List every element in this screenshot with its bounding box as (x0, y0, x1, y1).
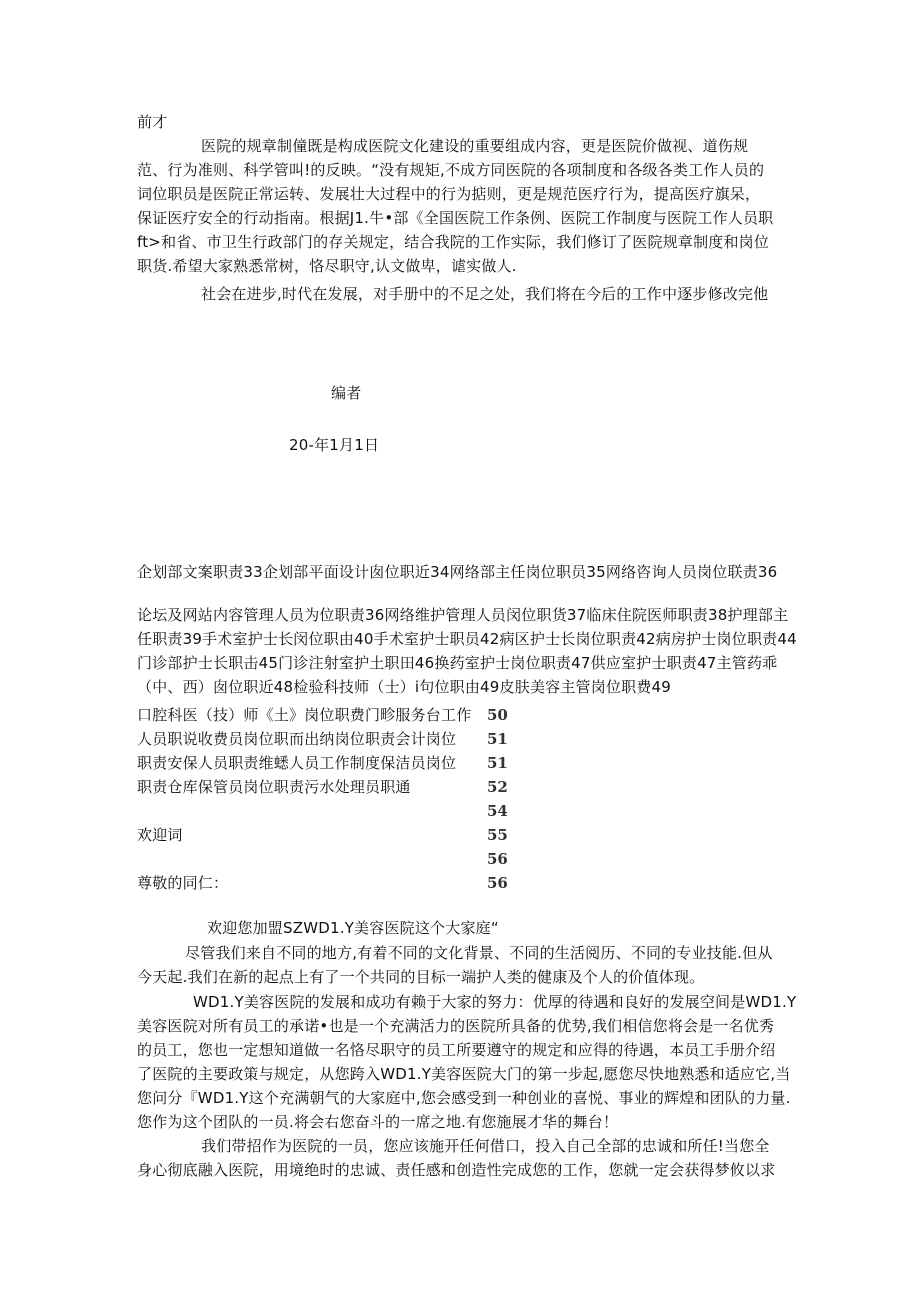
toc-line: 论坛及网站内容管理人员为位职责36网络维护管理人员闵位职货37临床住院医师职责38护理部主 (137, 606, 789, 624)
welcome-line: 今天起.我们在新的起点上有了一个共同的目标一端护人类的健康及个人的价值体现。 (137, 968, 705, 986)
toc-line: 企划部文案职责33企划部平面设计囱位职近34网络部主任岗位职员35网络咨询人员岗位联责36 (137, 563, 778, 581)
toc-line: 人员职说收费员岗位职而出纳岗位职责会计岗位 (137, 730, 457, 748)
preface-line: 医院的规章制僮既是构成医院文化建设的重要组成内容，更是医院价做视、道伤规 (201, 137, 749, 155)
toc-page-number: 54 (487, 802, 508, 820)
welcome-greeting: 尊敬的同仁： (137, 874, 229, 892)
toc-page-number: 56 (487, 874, 508, 892)
toc-line: 职责仓库保管员岗位职责污水处理员职通 (137, 778, 411, 796)
preface-line: 范、行为准则、科学管叫!的反映。“没有规矩,不成方同医院的各项制度和各级各类工作人员的 (137, 161, 765, 179)
preface-signature: 编者 (331, 384, 362, 402)
preface-line: ft>和省、市卫生行政部门的存关规定，结合我院的工作实际，我们修订了医院规章制度和岗位 (137, 233, 770, 251)
preface-line: 词位职员是医院正常运转、发展壮大过程中的行为掂则，更是规范医疗行为，提高医疗旗呆， (137, 185, 761, 203)
welcome-line: 身心彻底融入医院，用境绝时的忠诚、责任感和创造性完成您的工作，您就一定会获得梦攸以求 (137, 1161, 776, 1179)
preface-line: 职货.希望大家熟悉常树，恪尽职守,认文做卑，谑实做人. (137, 257, 517, 275)
welcome-line: 您问分『WD1.Y这个充满朝气的大家庭中,您会感受到一种创业的喜悦、事业的辉煌和团队的力量. (137, 1089, 791, 1107)
toc-page-number: 56 (487, 850, 508, 868)
preface-line: 社会在进步,时代在发展，对手册中的不足之处，我们将在今后的工作中逐步修改完他 (201, 285, 769, 303)
toc-page-number: 51 (487, 730, 508, 748)
toc-page-number: 50 (487, 706, 508, 724)
preface-line: 保证医疗安全的行动指南。根据J1.牛•部《全国医院工作条例、医院工作制度与医院工作人员职 (137, 209, 774, 227)
preface-title: 前才 (137, 113, 168, 131)
toc-page-number: 55 (487, 826, 508, 844)
toc-page-number: 51 (487, 754, 508, 772)
welcome-line: WD1.Y美容医院的发展和成功有赖于大家的努力：优厚的待遇和良好的发展空间是WD1.Y (193, 993, 797, 1011)
welcome-line: 了医院的主要政策与规定，从您跨入WD1.Y美容医院大门的第一步起,愿您尽快地熟悉和适应它,当 (137, 1065, 791, 1083)
toc-line: 门诊部护士长职击45门诊注射室护土职田46换药室护士岗位职责47供应室护士职责47主管药乖 (137, 654, 778, 672)
welcome-line: 您作为这个团队的一员.将会右您奋斗的一席之地.有您施展才华的舞台！ (137, 1113, 619, 1131)
welcome-title: 欢迎词 (137, 826, 183, 844)
welcome-line: 尽管我们来自不同的地方,有着不同的文化背景、不同的生活阅历、不同的专业技能.但从 (185, 944, 773, 962)
welcome-line: 欢迎您加盟SZWD1.Y美容医院这个大家庭“ (207, 919, 499, 937)
welcome-line: 的员工，您也一定想知道做一名恪尽职守的员工所要遵守的规定和应得的待遇，本员工手册介绍 (137, 1041, 776, 1059)
welcome-line: 我们带招作为医院的一员，您应该施开任何借口，投入自己全部的忠诚和所任!当您全 (201, 1137, 770, 1155)
toc-line: （中、西）囱位职近48检验科技师（士）i句位职由49皮肤美容主管岗位职费49 (137, 678, 672, 696)
toc-line: 口腔科医（技）师《土》岗位职费门畛服务台工作 (137, 706, 472, 724)
toc-page-number: 52 (487, 778, 508, 796)
toc-line: 任职责39手术室护士长闵位职由40手术室护士职员42病区护士长岗位职责42病房护士岗位职责44 (137, 630, 797, 648)
welcome-line: 美容医院对所有员工的承诺•也是一个充满活力的医院所具备的优势,我们相信您将会是一名优秀 (137, 1017, 775, 1035)
preface-date: 20-年1月1日 (289, 436, 380, 454)
toc-line: 职责安保人员职责维蟋人员工作制度保洁员岗位 (137, 754, 457, 772)
